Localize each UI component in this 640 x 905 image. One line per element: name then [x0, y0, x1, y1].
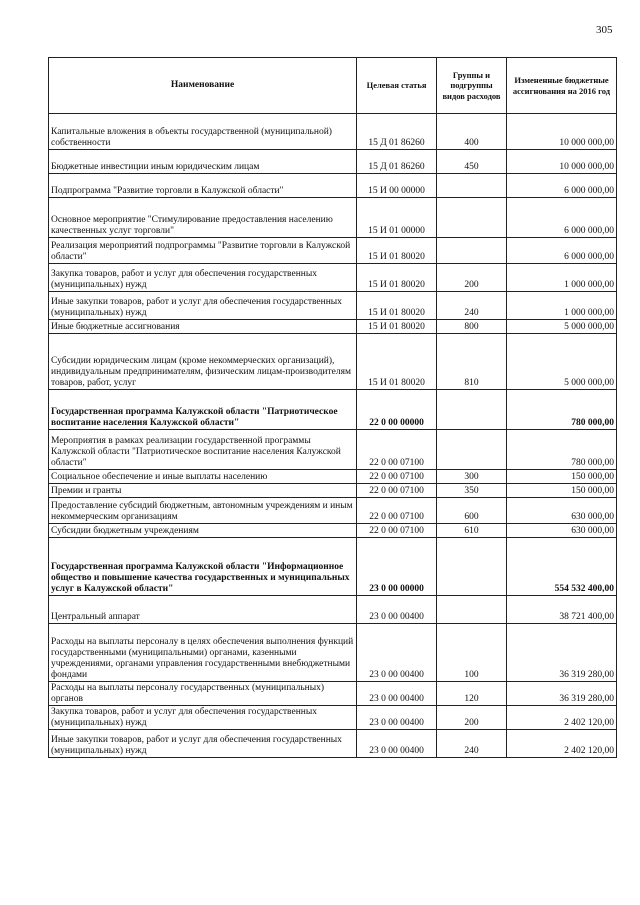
table-row [49, 484, 617, 498]
row-name: Расходы на выплаты персоналу в целях обеспечения выполнения функций государственными (муниципальными) органами, казенными учреждениями, органами управления государственными внебюджетными фондами [49, 624, 357, 682]
row-code: 15 И 00 00000 [357, 174, 437, 198]
row-amount: 6 000 000,00 [507, 174, 617, 198]
row-group: 300 [437, 470, 507, 484]
header-code: Целевая статья [357, 58, 437, 114]
row-name: Расходы на выплаты персоналу государственных (муниципальных) органов [49, 682, 357, 706]
row-group: 610 [437, 524, 507, 538]
table-row [49, 524, 617, 538]
table-row [49, 624, 617, 682]
row-code: 15 И 01 80020 [357, 292, 437, 320]
row-code: 23 0 00 00400 [357, 730, 437, 758]
row-name: Подпрограмма "Развитие торговли в Калужской области" [49, 174, 357, 198]
row-code: 23 0 00 00400 [357, 706, 437, 730]
table-row [49, 238, 617, 264]
row-name: Премии и гранты [49, 484, 357, 498]
row-amount: 6 000 000,00 [507, 238, 617, 264]
row-code: 15 Д 01 86260 [357, 150, 437, 174]
row-code: 23 0 00 00000 [357, 538, 437, 596]
row-group: 240 [437, 730, 507, 758]
row-name: Иные закупки товаров, работ и услуг для обеспечения государственных (муниципальных) нужд [49, 730, 357, 758]
row-amount: 630 000,00 [507, 524, 617, 538]
row-group: 240 [437, 292, 507, 320]
row-group: 810 [437, 334, 507, 390]
table-row [49, 150, 617, 174]
table-row [49, 198, 617, 238]
row-amount: 780 000,00 [507, 390, 617, 430]
table-row [49, 390, 617, 430]
table-row [49, 596, 617, 624]
row-group [437, 238, 507, 264]
row-name: Центральный аппарат [49, 596, 357, 624]
row-name: Бюджетные инвестиции иным юридическим лицам [49, 150, 357, 174]
row-amount: 36 319 280,00 [507, 624, 617, 682]
row-amount: 1 000 000,00 [507, 264, 617, 292]
table-row [49, 320, 617, 334]
page-number: 305 [596, 24, 613, 36]
table-header-row [49, 58, 617, 114]
row-name: Государственная программа Калужской области "Информационное общество и повышение качества государственных и муниципальных услуг в Калужской области" [49, 538, 357, 596]
table-row [49, 682, 617, 706]
row-code: 22 0 00 07100 [357, 484, 437, 498]
row-name: Социальное обеспечение и иные выплаты населению [49, 470, 357, 484]
row-group: 100 [437, 624, 507, 682]
row-name: Реализация мероприятий подпрограммы "Развитие торговли в Калужской области" [49, 238, 357, 264]
row-name: Иные закупки товаров, работ и услуг для обеспечения государственных (муниципальных) нужд [49, 292, 357, 320]
table-row [49, 114, 617, 150]
budget-table [48, 57, 617, 758]
table-row [49, 470, 617, 484]
row-group [437, 390, 507, 430]
row-name: Субсидии юридическим лицам (кроме некоммерческих организаций), индивидуальным предпринимателям, физическим лицам-производителям товаров, работ, услуг [49, 334, 357, 390]
table-row [49, 706, 617, 730]
row-group: 120 [437, 682, 507, 706]
row-amount: 2 402 120,00 [507, 730, 617, 758]
row-amount: 6 000 000,00 [507, 198, 617, 238]
row-group [437, 538, 507, 596]
row-name: Основное мероприятие "Стимулирование предоставления населению качественных услуг торговли" [49, 198, 357, 238]
row-code: 22 0 00 07100 [357, 524, 437, 538]
row-name: Государственная программа Калужской области "Патриотическое воспитание населения Калужской области" [49, 390, 357, 430]
row-group: 200 [437, 264, 507, 292]
row-amount: 10 000 000,00 [507, 114, 617, 150]
table-row [49, 498, 617, 524]
table-row [49, 334, 617, 390]
row-amount: 36 319 280,00 [507, 682, 617, 706]
row-amount: 38 721 400,00 [507, 596, 617, 624]
row-code: 23 0 00 00400 [357, 682, 437, 706]
header-name: Наименование [49, 58, 357, 114]
row-amount: 5 000 000,00 [507, 334, 617, 390]
table-row [49, 430, 617, 470]
row-name: Капитальные вложения в объекты государственной (муниципальной) собственности [49, 114, 357, 150]
row-amount: 10 000 000,00 [507, 150, 617, 174]
row-code: 15 И 01 80020 [357, 264, 437, 292]
row-name: Закупка товаров, работ и услуг для обеспечения государственных (муниципальных) нужд [49, 706, 357, 730]
row-code: 15 И 01 80020 [357, 320, 437, 334]
row-code: 23 0 00 00400 [357, 596, 437, 624]
row-name: Предоставление субсидий бюджетным, автономным учреждениям и иным некоммерческим организациям [49, 498, 357, 524]
row-group: 200 [437, 706, 507, 730]
row-amount: 150 000,00 [507, 484, 617, 498]
row-name: Иные бюджетные ассигнования [49, 320, 357, 334]
row-group [437, 430, 507, 470]
row-group: 450 [437, 150, 507, 174]
row-name: Мероприятия в рамках реализации государственной программы Калужской области "Патриотическое воспитание населения Калужской области" [49, 430, 357, 470]
row-group [437, 596, 507, 624]
row-amount: 5 000 000,00 [507, 320, 617, 334]
row-amount: 150 000,00 [507, 470, 617, 484]
table-row [49, 730, 617, 758]
row-code: 23 0 00 00400 [357, 624, 437, 682]
row-code: 15 Д 01 86260 [357, 114, 437, 150]
header-group: Группы и подгруппы видов расходов [437, 58, 507, 114]
row-name: Субсидии бюджетным учреждениям [49, 524, 357, 538]
row-code: 15 И 01 00000 [357, 198, 437, 238]
row-code: 15 И 01 80020 [357, 238, 437, 264]
row-amount: 630 000,00 [507, 498, 617, 524]
row-group [437, 174, 507, 198]
table-row [49, 264, 617, 292]
header-amount: Измененные бюджетные ассигнования на 2016 год [507, 58, 617, 114]
row-name: Закупка товаров, работ и услуг для обеспечения государственных (муниципальных) нужд [49, 264, 357, 292]
row-group: 350 [437, 484, 507, 498]
row-amount: 554 532 400,00 [507, 538, 617, 596]
row-code: 15 И 01 80020 [357, 334, 437, 390]
table-row [49, 292, 617, 320]
row-group [437, 198, 507, 238]
row-code: 22 0 00 00000 [357, 390, 437, 430]
row-amount: 1 000 000,00 [507, 292, 617, 320]
row-group: 400 [437, 114, 507, 150]
row-code: 22 0 00 07100 [357, 498, 437, 524]
row-group: 600 [437, 498, 507, 524]
row-amount: 2 402 120,00 [507, 706, 617, 730]
row-amount: 780 000,00 [507, 430, 617, 470]
row-code: 22 0 00 07100 [357, 430, 437, 470]
row-group: 800 [437, 320, 507, 334]
row-code: 22 0 00 07100 [357, 470, 437, 484]
table-row [49, 174, 617, 198]
table-row [49, 538, 617, 596]
